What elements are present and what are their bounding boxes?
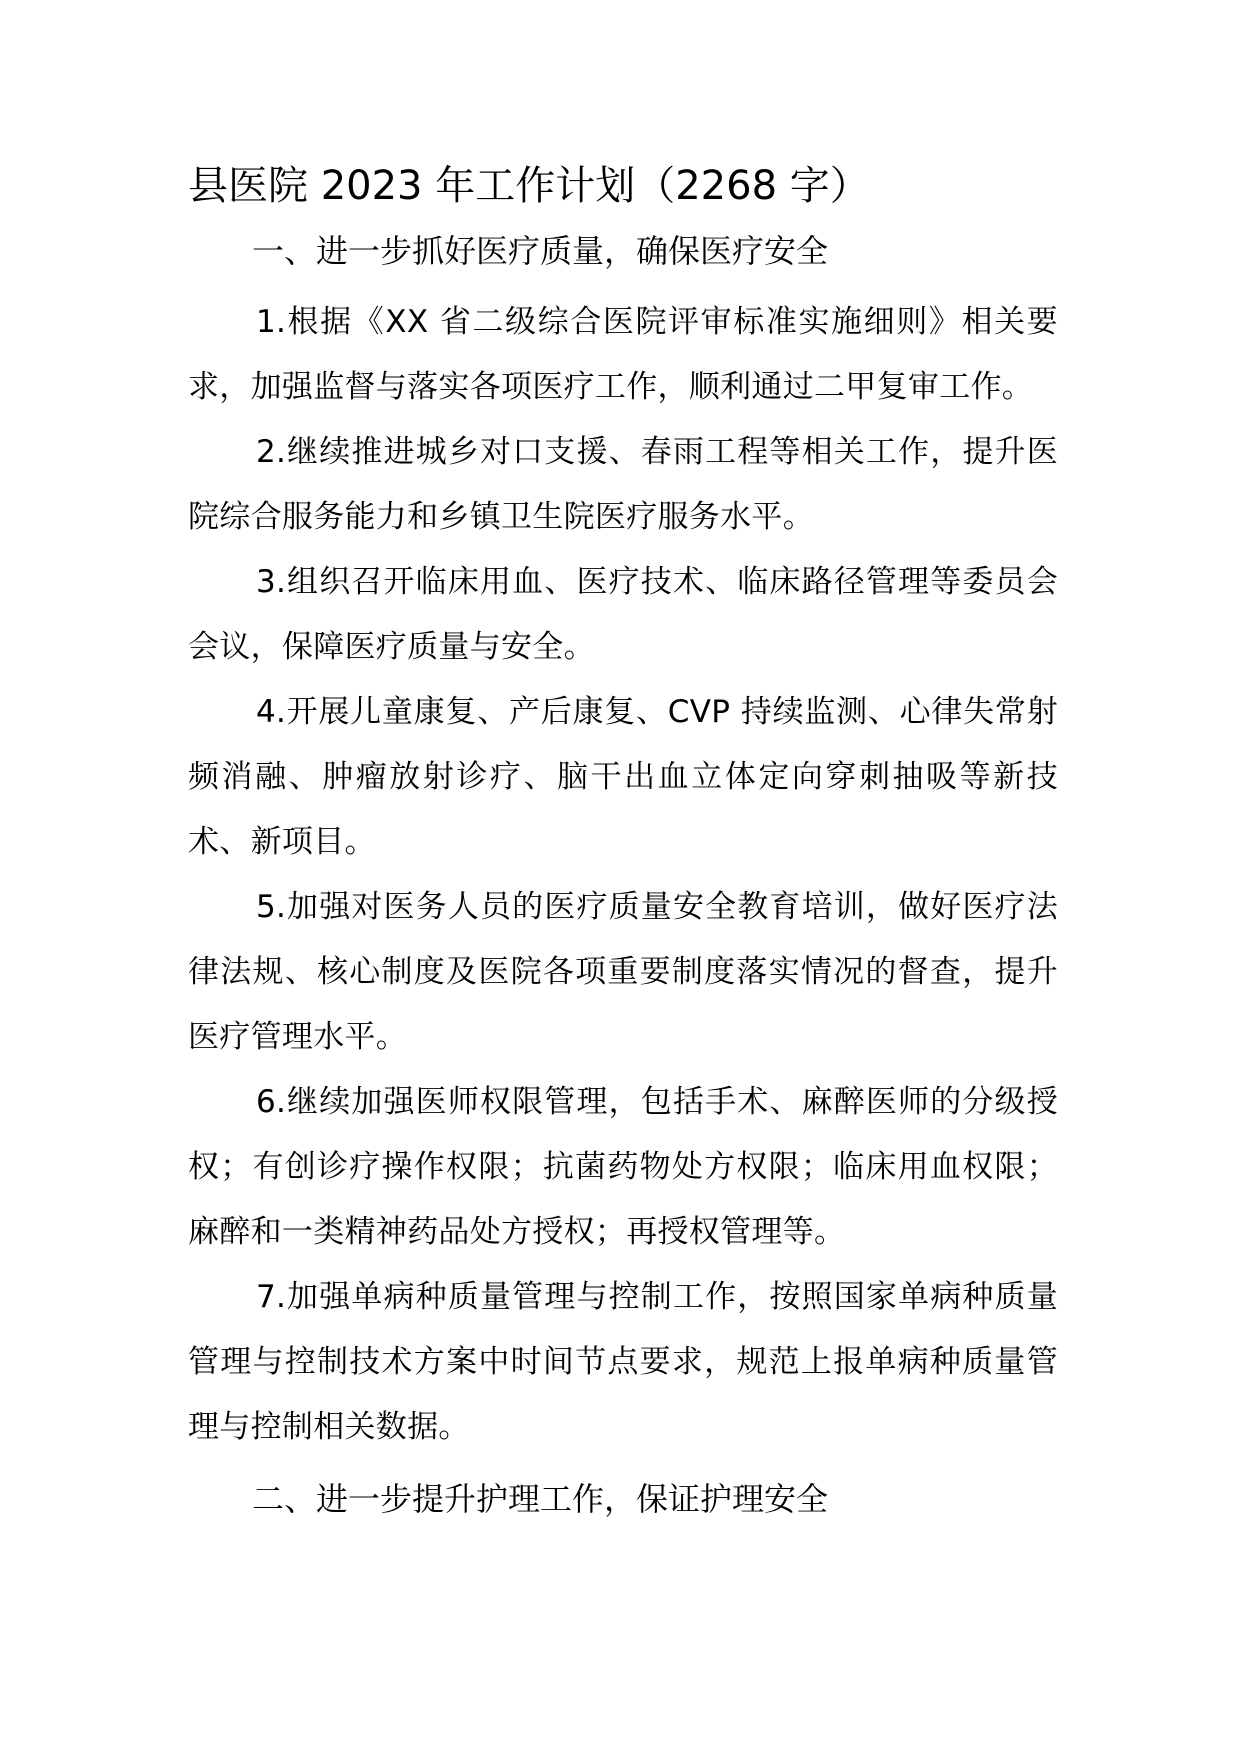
paragraph-4: 4.开展儿童康复、产后康复、CVP 持续监测、心律失常射频消融、肿瘤放射诊疗、脑干出血立体定向穿刺抽吸等新技术、新项目。	[188, 694, 1058, 860]
paragraph-5: 5.加强对医务人员的医疗质量安全教育培训，做好医疗法律法规、核心制度及医院各项重要制度落实情况的督查，提升医疗管理水平。	[188, 889, 1058, 1055]
paragraph-2: 2.继续推进城乡对口支援、春雨工程等相关工作，提升医院综合服务能力和乡镇卫生院医疗服务水平。	[188, 434, 1058, 535]
section-heading-1: 一、进一步抓好医疗质量，确保医疗安全	[252, 232, 829, 270]
paragraph-7: 7.加强单病种质量管理与控制工作，按照国家单病种质量管理与控制技术方案中时间节点要求，规范上报单病种质量管理与控制相关数据。	[188, 1279, 1058, 1445]
document-title: 县医院 2023 年工作计划（2268 字）	[188, 163, 870, 209]
section-heading-2: 二、进一步提升护理工作，保证护理安全	[252, 1480, 829, 1518]
document-page	[188, 160, 1058, 1538]
paragraph-1: 1.根据《XX 省二级综合医院评审标准实施细则》相关要求，加强监督与落实各项医疗工作，顺利通过二甲复审工作。	[188, 304, 1058, 405]
paragraph-6: 6.继续加强医师权限管理，包括手术、麻醉医师的分级授权；有创诊疗操作权限；抗菌药物处方权限；临床用血权限；麻醉和一类精神药品处方授权；再授权管理等。	[188, 1084, 1058, 1250]
paragraph-3: 3.组织召开临床用血、医疗技术、临床路径管理等委员会会议，保障医疗质量与安全。	[188, 564, 1058, 665]
